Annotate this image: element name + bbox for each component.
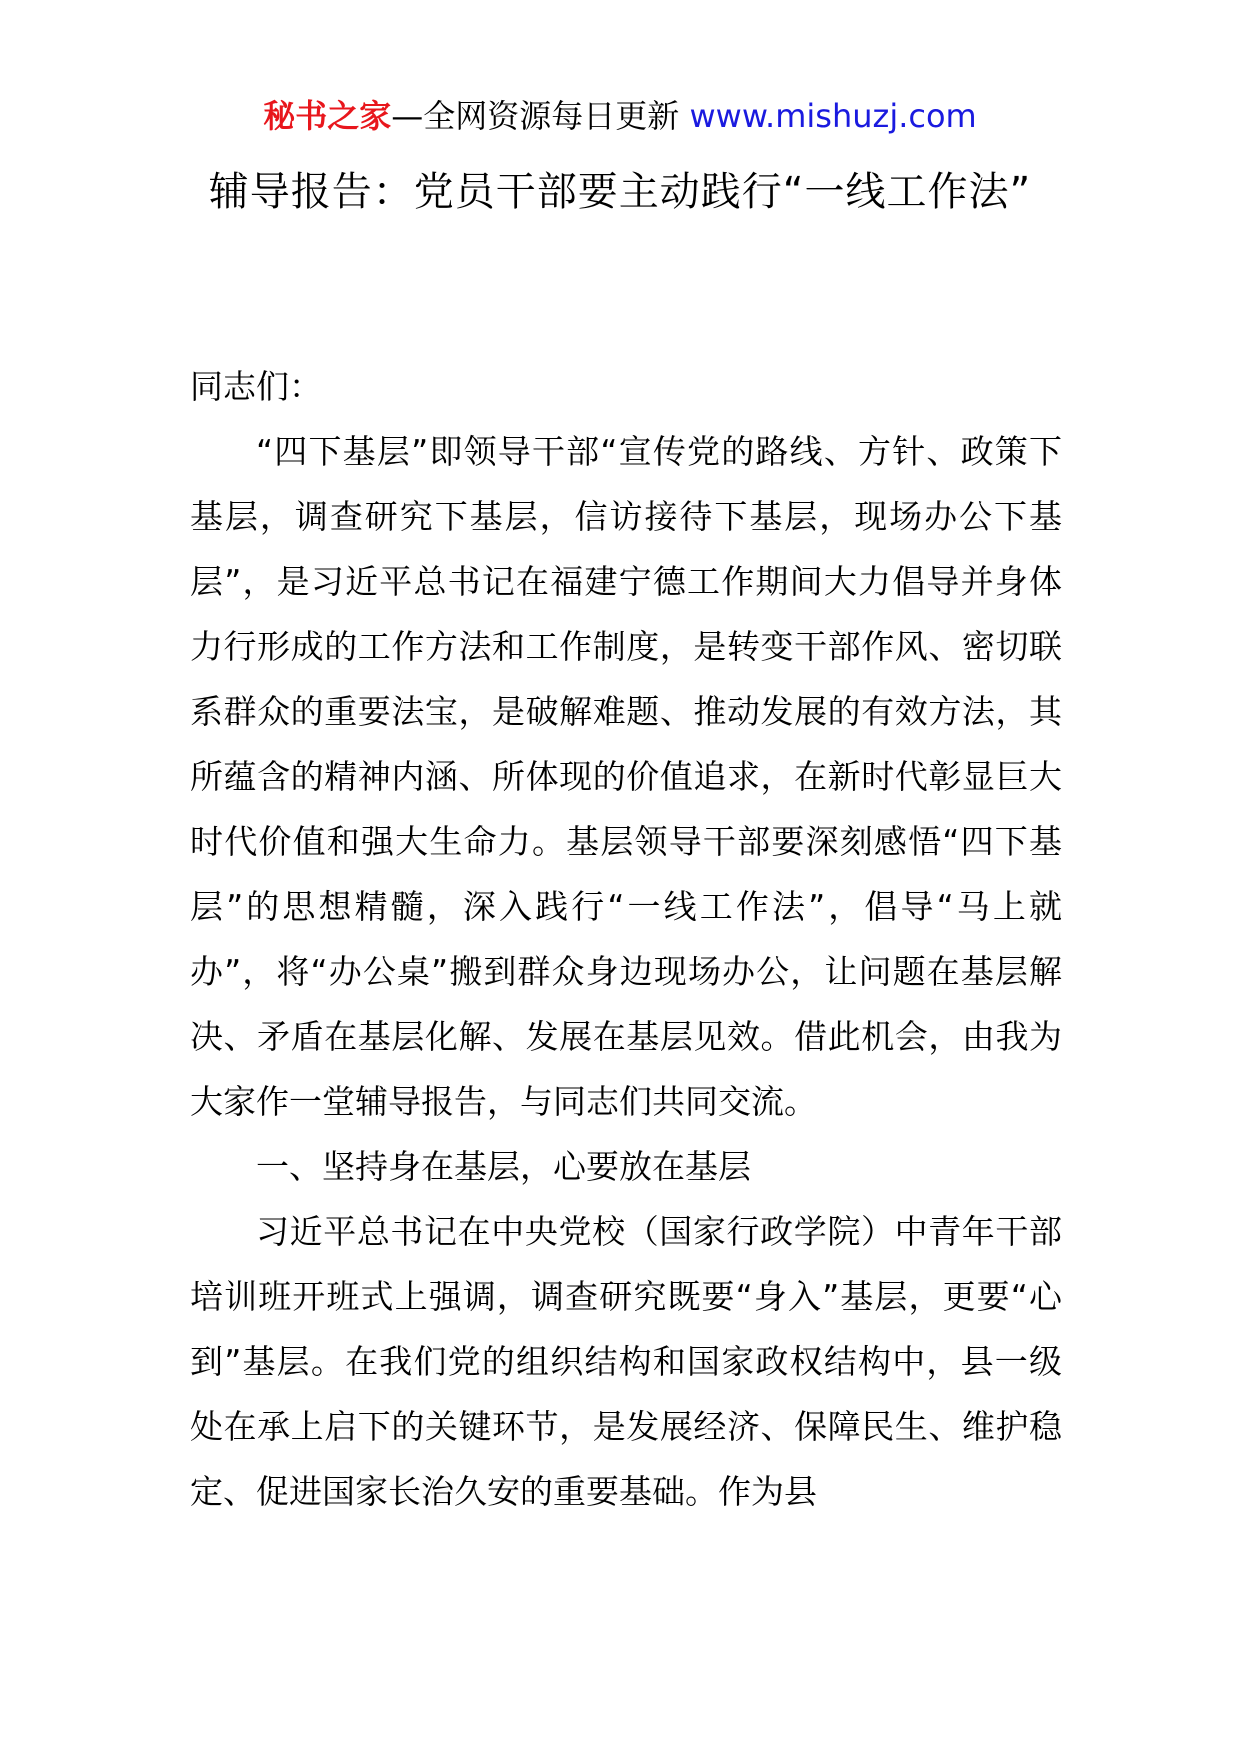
site-tagline: —全网资源每日更新 [391,97,690,135]
section-paragraph: 习近平总书记在中央党校（国家行政学院）中青年干部培训班开班式上强调，调查研究既要“身入”基层，更要“心到”基层。在我们党的组织结构和国家政权结构中，县一级处在承上启下的关键环节，是发展经济、保障民生、维护稳定、促进国家长治久安的重要基础。作为县 [190,1212,1062,1511]
site-brand: 秘书之家 [263,97,392,135]
document-title: 辅导报告：党员干部要主动践行“一线工作法” [208,169,1032,215]
site-watermark-header [0,94,1240,138]
section-heading: 一、坚持身在基层，心要放在基层 [256,1147,751,1186]
salutation: 同志们： [190,367,322,406]
document-body [190,354,1062,1524]
intro-paragraph: “四下基层”即领导干部“宣传党的路线、方针、政策下基层，调查研究下基层，信访接待下基层，现场办公下基层”，是习近平总书记在福建宁德工作期间大力倡导并身体力行形成的工作方法和工作制度，是转变干部作风、密切联系群众的重要法宝，是破解难题、推动发展的有效方法，其所蕴含的精神内涵、所体现的价值追求，在新时代彰显巨大时代价值和强大生命力。基层领导干部要深刻感悟“四下基层”的思想精髓，深入践行“一线工作法”，倡导“马上就办”，将“办公桌”搬到群众身边现场办公，让问题在基层解决、矛盾在基层化解、发展在基层见效。借此机会，由我为大家作一堂辅导报告，与同志们共同交流。 [190,432,1062,1121]
site-url: www.mishuzj.com [689,97,977,135]
